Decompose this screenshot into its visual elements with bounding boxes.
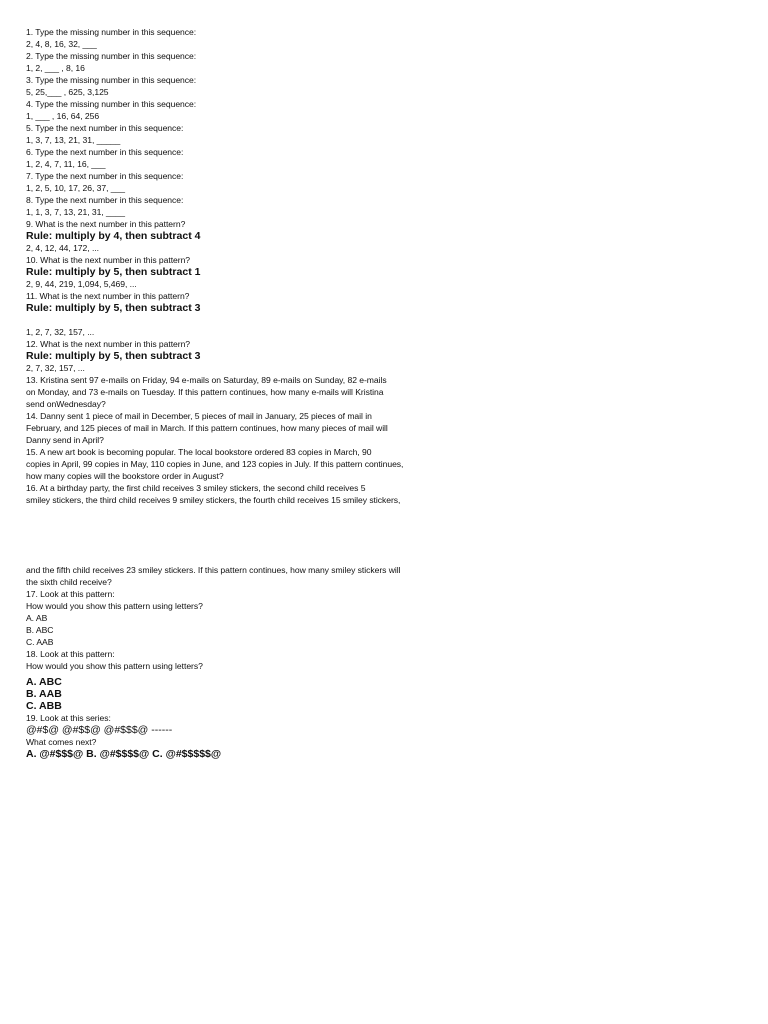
sequence-4: 1, ___ , 16, 64, 256 [26,111,100,121]
question-12: 12. What is the next number in this pattern? [26,339,191,349]
question-14-line-1: 14. Danny sent 1 piece of mail in December, 5 pieces of mail in January, 25 pieces of mail in [26,411,372,421]
question-8: 8. Type the next number in this sequence: [26,195,184,205]
sequence-10: 2, 9, 44, 219, 1,094, 5,469, ... [26,279,137,289]
rule-10: Rule: multiply by 5, then subtract 1 [26,266,201,278]
sequence-12: 2, 7, 32, 157, ... [26,363,85,373]
question-15-line-2: copies in April, 99 copies in May, 110 copies in June, and 123 copies in July. If this pattern continues, [26,459,404,469]
question-13-line-1: 13. Kristina sent 97 e-mails on Friday, 94 e-mails on Saturday, 89 e-mails on Sunday, 82 e-mails [26,375,387,385]
question-17-option-c: C. AAB [26,637,54,647]
question-18-option-a: A. ABC [26,676,62,688]
question-16-line-1: 16. At a birthday party, the first child receives 3 smiley stickers, the second child receives 5 [26,483,366,493]
image-gap [26,506,446,564]
question-19-series: @#$@ @#$$@ @#$$$@ ------ [26,724,173,736]
question-11: 11. What is the next number in this pattern? [26,291,190,301]
sequence-5: 1, 3, 7, 13, 21, 31, _____ [26,135,121,145]
question-19-prompt: What comes next? [26,737,97,747]
question-13-line-2: on Monday, and 73 e-mails on Tuesday. If this pattern continues, how many e-mails will Kristina [26,387,384,397]
question-3: 3. Type the missing number in this sequence: [26,75,197,85]
question-16-line-4: the sixth child receive? [26,577,112,587]
rule-11: Rule: multiply by 5, then subtract 3 [26,302,201,314]
question-19: 19. Look at this series: [26,713,111,723]
worksheet-page [26,26,446,760]
question-18-option-c: C. ABB [26,700,62,712]
question-4: 4. Type the missing number in this sequence: [26,99,197,109]
rule-12: Rule: multiply by 5, then subtract 3 [26,350,201,362]
sequence-8: 1, 1, 3, 7, 13, 21, 31, ____ [26,207,125,217]
question-15-line-1: 15. A new art book is becoming popular. The local bookstore ordered 83 copies in March, 90 [26,447,372,457]
question-17-option-b: B. ABC [26,625,54,635]
question-13-line-3: send onWednesday? [26,399,106,409]
question-14-line-2: February, and 125 pieces of mail in March. If this pattern continues, how many pieces of mail will [26,423,388,433]
sequence-1: 2, 4, 8, 16, 32, ___ [26,39,97,49]
question-18-option-b: B. AAB [26,688,62,700]
question-1: 1. Type the missing number in this sequence: [26,27,197,37]
question-9: 9. What is the next number in this pattern? [26,219,186,229]
question-2: 2. Type the missing number in this sequence: [26,51,197,61]
question-5: 5. Type the next number in this sequence: [26,123,184,133]
sequence-2: 1, 2, ___ , 8, 16 [26,63,85,73]
blank-line [26,314,446,326]
question-18: 18. Look at this pattern: [26,649,115,659]
question-17-prompt: How would you show this pattern using letters? [26,601,203,611]
sequence-7: 1, 2, 5, 10, 17, 26, 37, ___ [26,183,125,193]
question-15-line-3: how many copies will the bookstore order in August? [26,471,224,481]
question-6: 6. Type the next number in this sequence: [26,147,184,157]
question-16-line-2: smiley stickers, the third child receives 9 smiley stickers, the fourth child receives 15 smiley stickers, [26,495,401,505]
sequence-3: 5, 25,___ , 625, 3,125 [26,87,109,97]
sequence-9: 2, 4, 12, 44, 172, ... [26,243,99,253]
question-16-line-3: and the fifth child receives 23 smiley stickers. If this pattern continues, how many smiley stickers will [26,565,401,575]
question-17: 17. Look at this pattern: [26,589,115,599]
sequence-6: 1, 2, 4, 7, 11, 16, ___ [26,159,106,169]
question-19-options: A. @#$$$@ B. @#$$$$@ C. @#$$$$$@ [26,748,222,760]
question-14-line-3: Danny send in April? [26,435,104,445]
sequence-11: 1, 2, 7, 32, 157, ... [26,327,95,337]
question-17-option-a: A. AB [26,613,48,623]
rule-9: Rule: multiply by 4, then subtract 4 [26,230,201,242]
question-10: 10. What is the next number in this pattern? [26,255,191,265]
question-7: 7. Type the next number in this sequence: [26,171,184,181]
question-18-prompt: How would you show this pattern using letters? [26,661,203,671]
